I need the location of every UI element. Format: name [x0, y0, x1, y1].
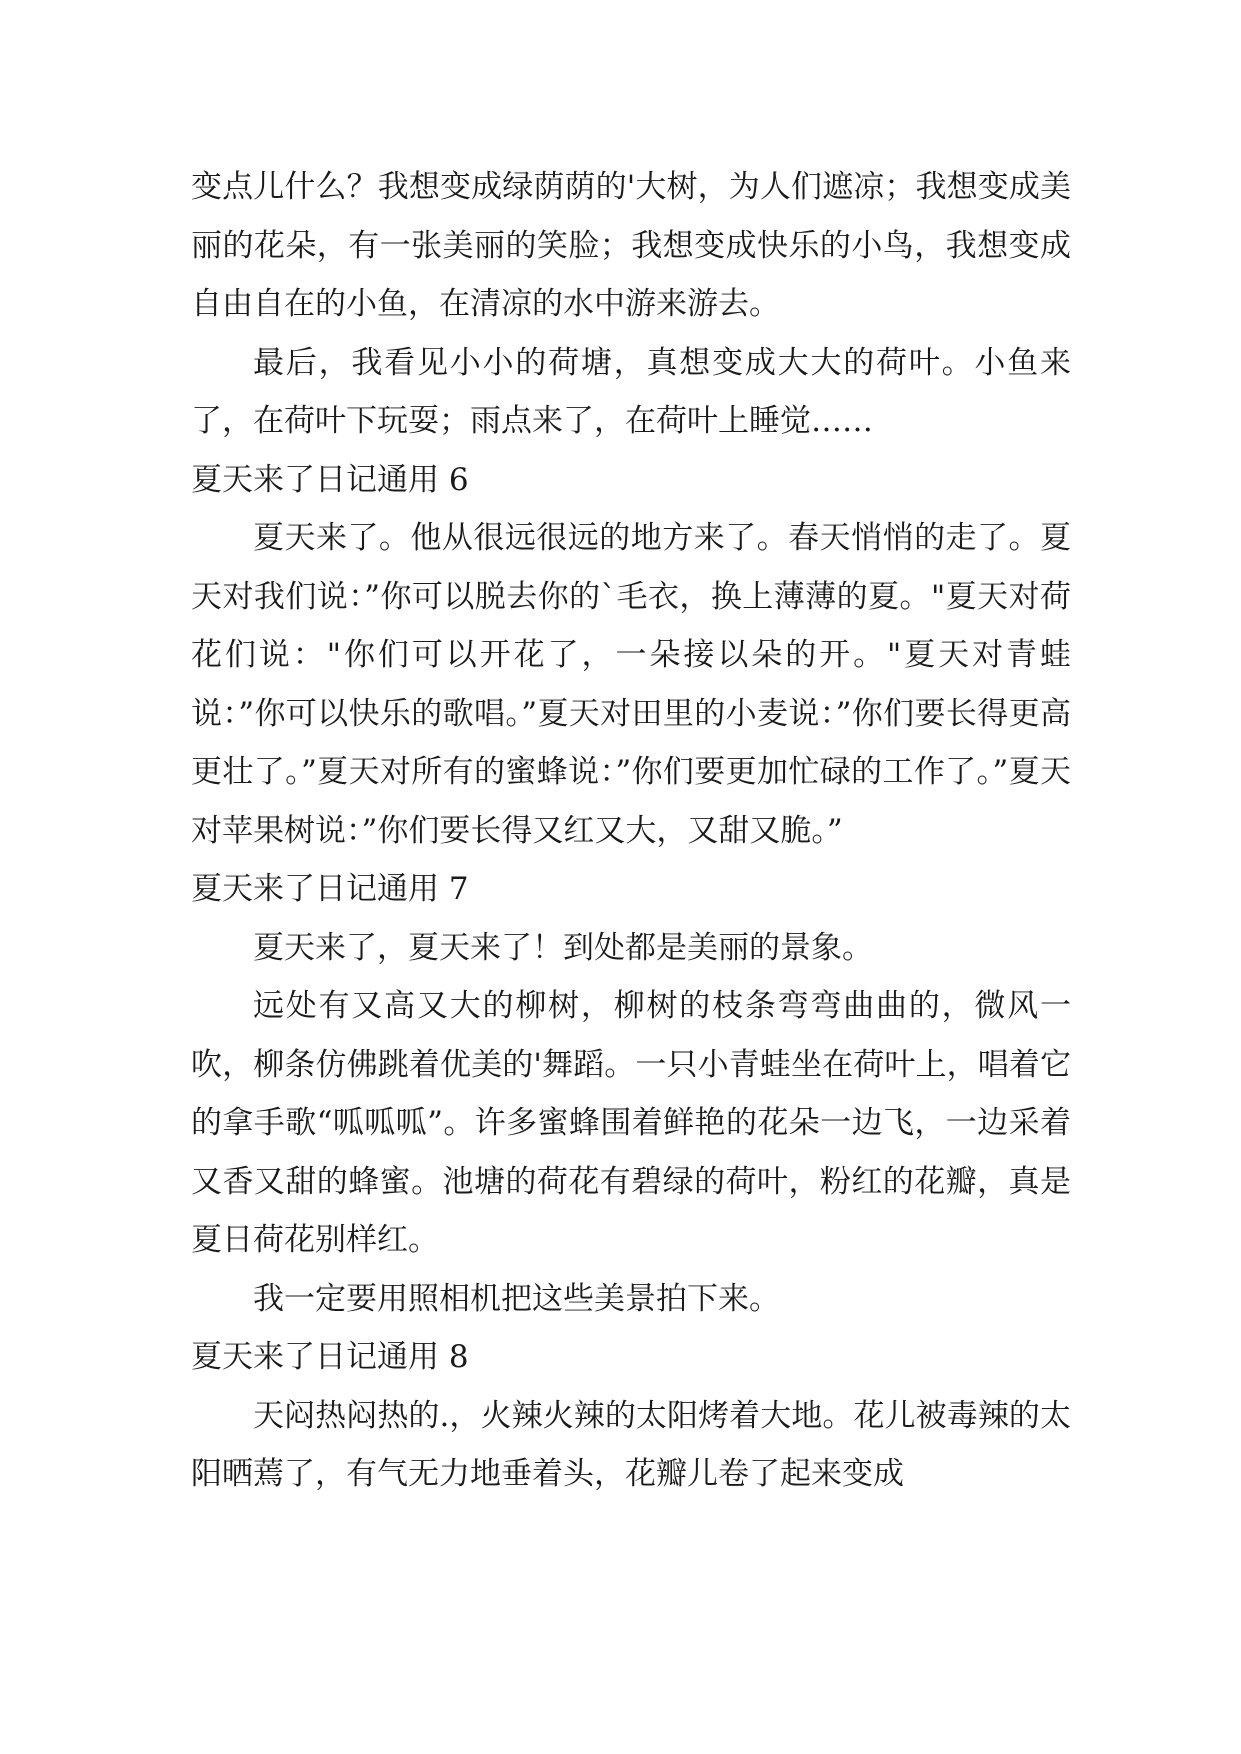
section-heading: 夏天来了日记通用 8	[191, 1339, 469, 1375]
paragraph: 天闷热闷热的.，火辣火辣的太阳烤着大地。花儿被毒辣的太阳晒蔫了，有气无力地垂着头，花瓣儿卷了起来变成	[191, 1397, 1071, 1492]
paragraph: 夏天来了。他从很远很远的地方来了。春天悄悄的走了。夏天对我们说：”你可以脱去你的`毛衣，换上薄薄的夏。"夏天对荷花们说："你们可以开花了，一朵接以朵的开。"夏天对青蛙说：”你可以快乐的歌唱。”夏天对田里的小麦说：”你们要长得更高更壮了。”夏天对所有的蜜蜂说：”你们要更加忙碌的工作了。”夏天对苹果树说：”你们要长得又红又大，又甜又脆。”	[191, 520, 1071, 849]
section-heading: 夏天来了日记通用 7	[191, 871, 469, 907]
paragraph: 夏天来了，夏天来了！到处都是美丽的景象。	[253, 929, 873, 966]
section-heading: 夏天来了日记通用 6	[191, 461, 469, 498]
document-page	[191, 158, 1071, 1504]
paragraph-continued: 变点儿什么？我想变成绿荫荫的'大树，为人们遮凉；我想变成美丽的花朵，有一张美丽的笑脸；我想变成快乐的小鸟，我想变成自由自在的小鱼，在清凉的水中游来游去。	[191, 169, 1071, 322]
paragraph: 最后，我看见小小的荷塘，真想变成大大的荷叶。小鱼来了，在荷叶下玩耍；雨点来了，在荷叶上睡觉……	[191, 344, 1071, 439]
paragraph: 远处有又高又大的柳树，柳树的枝条弯弯曲曲的，微风一吹，柳条仿佛跳着优美的'舞蹈。一只小青蛙坐在荷叶上，唱着它的拿手歌“呱呱呱”。许多蜜蜂围着鲜艳的花朵一边飞，一边采着又香又甜的蜂蜜。池塘的荷花有碧绿的荷叶，粉红的花瓣，真是夏日荷花别样红。	[191, 988, 1071, 1258]
paragraph: 我一定要用照相机把这些美景拍下来。	[253, 1280, 780, 1317]
